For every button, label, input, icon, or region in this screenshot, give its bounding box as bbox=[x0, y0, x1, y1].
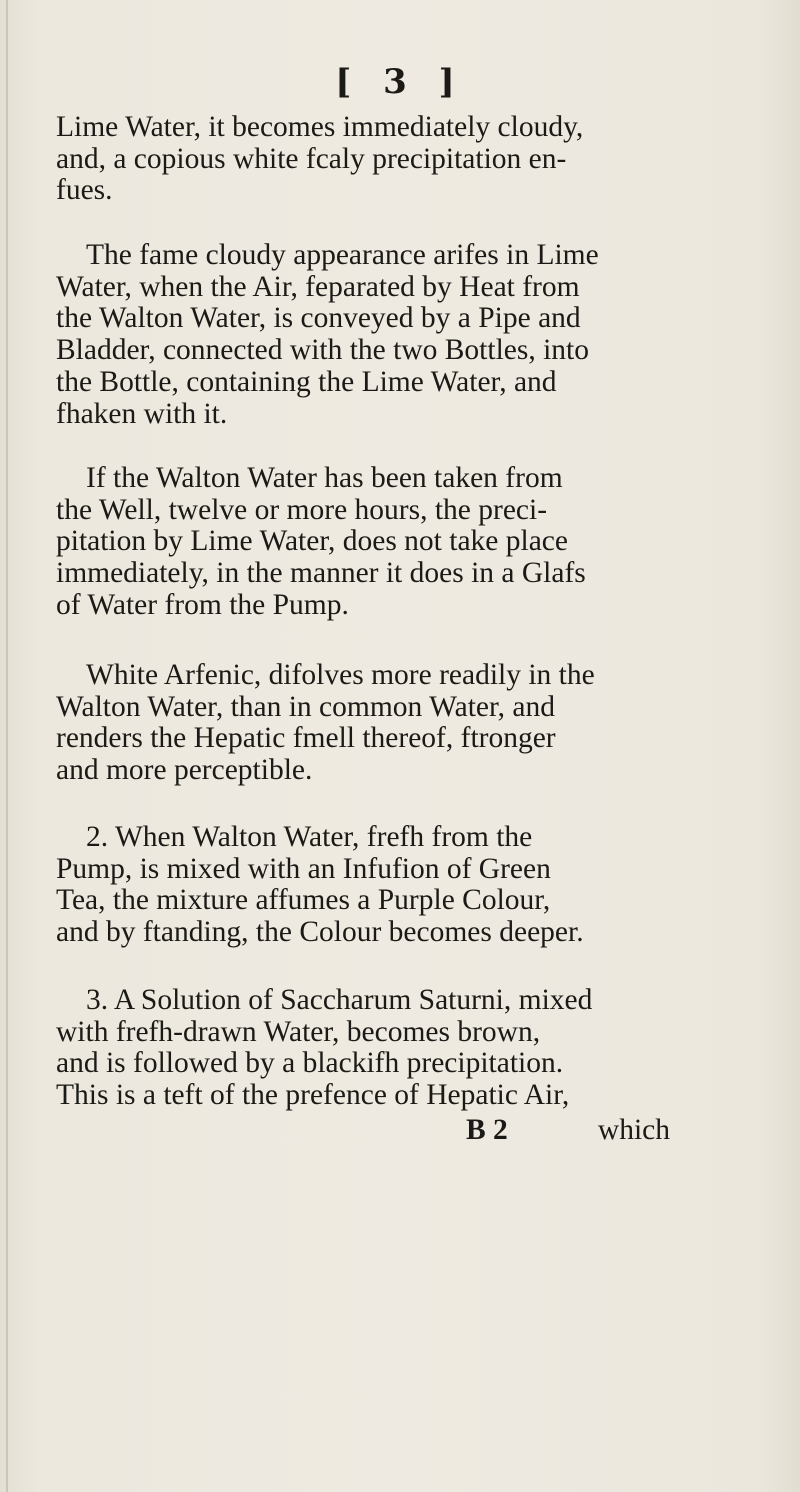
text-line: of Water from the Pump. bbox=[56, 588, 349, 621]
text-line: Pump, is mixed with an Infufion of Green bbox=[56, 852, 551, 885]
paragraph-2 bbox=[56, 240, 686, 430]
text-line: The fame cloudy appearance arifes in Lime bbox=[86, 239, 599, 271]
text-line: the Bottle, containing the Lime Water, and bbox=[56, 365, 557, 398]
text-line: with frefh-drawn Water, becomes brown, bbox=[56, 1015, 541, 1048]
text-line: fues. bbox=[56, 174, 113, 207]
text-line: Bladder, connected with the two Bottles, into bbox=[56, 334, 589, 367]
paragraph-1 bbox=[56, 112, 686, 207]
text-line: and, a copious white fcaly precipitation en- bbox=[56, 142, 567, 175]
text-line: Walton Water, than in common Water, and bbox=[56, 690, 555, 723]
paragraph-4 bbox=[56, 660, 686, 787]
text-line: pitation by Lime Water, does not take place bbox=[56, 525, 568, 558]
text-line: 3. A Solution of Saccharum Saturni, mixed bbox=[86, 984, 593, 1016]
text-line: Tea, the mixture affumes a Purple Colour, bbox=[56, 884, 551, 917]
text-line: fhaken with it. bbox=[56, 397, 228, 430]
text-line: renders the Hepatic fmell thereof, ftronger bbox=[56, 722, 556, 755]
page-number-header: [ 3 ] bbox=[335, 62, 465, 102]
text-line: White Arfenic, difolves more readily in the bbox=[86, 659, 595, 691]
text-line: Lime Water, it becomes immediately cloudy, bbox=[56, 111, 584, 143]
text-line: Water, when the Air, feparated by Heat from bbox=[56, 270, 580, 303]
text-line: and by ftanding, the Colour becomes deeper. bbox=[56, 916, 584, 949]
text-line: If the Walton Water has been taken from bbox=[86, 462, 563, 494]
page-gutter-edge bbox=[6, 0, 8, 1492]
signature-mark: B 2 bbox=[466, 1114, 508, 1146]
text-line: and more perceptible. bbox=[56, 754, 313, 787]
text-line: the Walton Water, is conveyed by a Pipe and bbox=[56, 302, 581, 335]
paragraph-6 bbox=[56, 985, 686, 1112]
text-line: the Well, twelve or more hours, the preci- bbox=[56, 493, 548, 526]
paragraph-3 bbox=[56, 463, 686, 622]
catchword: which bbox=[597, 1114, 670, 1146]
text-line: This is a teft of the prefence of Hepatic Air, bbox=[56, 1079, 570, 1112]
text-line: 2. When Walton Water, frefh from the bbox=[86, 821, 533, 853]
text-line: and is followed by a blackifh precipitation. bbox=[56, 1047, 564, 1080]
text-line: immediately, in the manner it does in a Glafs bbox=[56, 557, 586, 590]
paragraph-5 bbox=[56, 822, 686, 949]
